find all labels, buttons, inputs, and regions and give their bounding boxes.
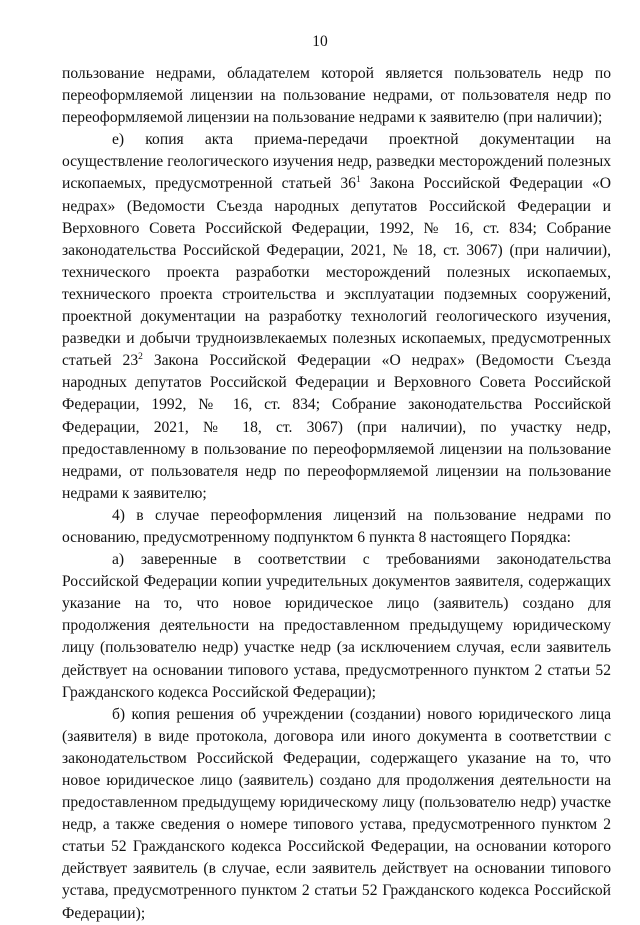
paragraph-item-e (62, 129, 611, 505)
paragraph-item-b (62, 704, 611, 925)
document-body (62, 63, 611, 925)
paragraph-text: 4) в случае переоформления лицензий на пользование недрами по основанию, предусмотренному подпунктом 6 пункта 8 настоящего Порядка: (62, 506, 611, 546)
paragraph-item-a (62, 549, 611, 704)
footnote-marker: 1 (355, 175, 361, 186)
paragraph-text: е) копия акта приема-передачи проектной документации на осуществление геологического изучения недр, разведки месторождений полезных ископаемых, предусмотренной статьей 36 (62, 131, 611, 193)
paragraph-text: а) заверенные в соответствии с требованиями законодательства Российской Федерации копии учредительных документов заявителя, содержащих указание на то, что новое юридическое лицо (заявитель) создано для продолжения деятельности на предоставленном предыдущему юридическому лицу (пользователю недр) участке недр (за исключением случая, если заявитель действует на основании типового устава, предусмотренного пунктом 2 статьи 52 Гражданского кодекса Российской Федерации); (62, 551, 611, 701)
paragraph-text: пользование недрами, обладателем которой является пользователь недр по переоформляемой лицензии на пользование недрами, от пользователя недр по переоформляемой лицензии на пользование недрами к заявителю (при наличии); (62, 65, 611, 127)
paragraph-text: Закона Российской Федерации «О недрах» (Ведомости Съезда народных депутатов Российской Федерации и Верховного Совета Российской Федерации, 1992, № 16, ст. 834; Собрание законодательства Российской Федерации, 2021, № 18, ст. 3067) (при наличии), технического проекта разработки месторождений полезных ископаемых, технического проекта строительства и эксплуатации подземных сооружений, проектной документации на разработку технологий геологического изучения, разведки и добычи трудноизвлекаемых полезных ископаемых, предусмотренных статьей 23 (62, 175, 611, 370)
paragraph-item-4 (62, 505, 611, 549)
page-number: 10 (312, 33, 328, 50)
paragraph-text: Закона Российской Федерации «О недрах» (Ведомости Съезда народных депутатов Российской Федерации и Верховного Совета Российской Федерации, 1992, № 16, ст. 834; Собрание законодательства Российской Федерации, 2021, № 18, ст. 3067) (при наличии), по участку недр, предоставленному в пользование по переоформляемой лицензии на пользование недрами, от пользователя недр по переоформляемой лицензии на пользование недрами к заявителю; (62, 352, 611, 502)
paragraph-continuation (62, 63, 611, 129)
paragraph-text: б) копия решения об учреждении (создании) нового юридического лица (заявителя) в виде протокола, договора или иного документа в соответствии с законодательством Российской Федерации, содержащего указание на то, что новое юридическое лицо (заявитель) создано для продолжения деятельности на предоставленном предыдущему юридическому лицу (пользователю недр) участке недр, а также сведения о номере типового устава, предусмотренного пунктом 2 статьи 52 Гражданского кодекса Российской Федерации, на основании которого действует заявитель (в случае, если заявитель действует на основании типового устава, предусмотренного пунктом 2 статьи 52 Гражданского кодекса Российской Федерации); (62, 705, 611, 922)
footnote-marker: 2 (138, 352, 143, 363)
